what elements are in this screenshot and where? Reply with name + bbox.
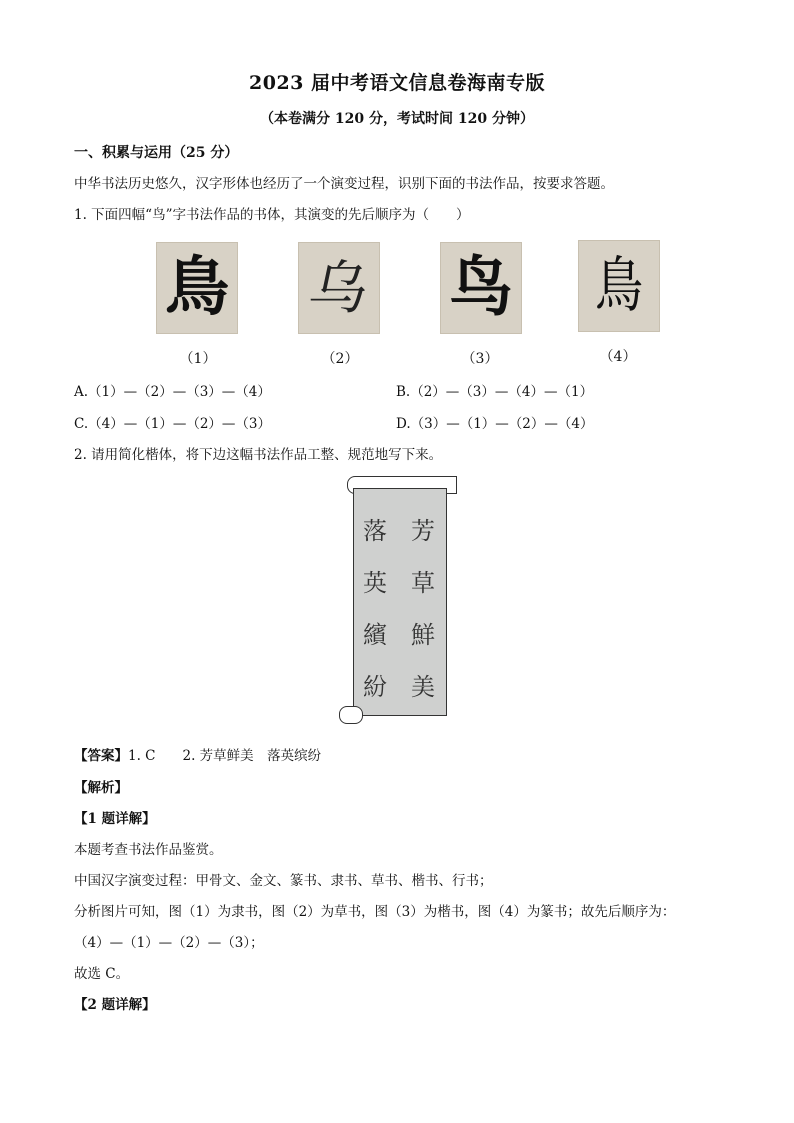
scroll-char: 英 — [363, 569, 387, 597]
calligraphy-image-4 — [578, 240, 660, 332]
scroll-char: 繽 — [363, 621, 387, 649]
page-subtitle: （本卷满分 120 分，考试时间 120 分钟） — [260, 111, 534, 127]
option-a: A.（1）—（2）—（3）—（4） — [74, 384, 271, 400]
analysis-paragraph: 故选 C。 — [74, 966, 130, 982]
calligraphy-image-2 — [298, 242, 380, 334]
q2-detail-heading: 【2 题详解】 — [74, 997, 156, 1013]
option-b: B.（2）—（3）—（4）—（1） — [396, 384, 594, 400]
image-caption-2: （2） — [321, 351, 359, 367]
answer-text: 1. C 2. 芳草鲜美 落英缤纷 — [128, 748, 322, 764]
image-caption-4: （4） — [599, 349, 637, 365]
scroll-roller-bottom — [339, 706, 363, 724]
calligraphy-glyph-4: 鳥 — [595, 251, 643, 321]
analysis-paragraph: 中国汉字演变过程：甲骨文、金文、篆书、隶书、草书、楷书、行书； — [74, 873, 493, 889]
analysis-paragraph: 分析图片可知，图（1）为隶书，图（2）为草书，图（3）为楷书，图（4）为篆书；故先后顺序为： — [74, 904, 676, 920]
section-intro: 中华书法历史悠久，汉字形体也经历了一个演变过程，识别下面的书法作品，按要求答题。 — [74, 176, 614, 192]
answer-label: 【答案】 — [74, 748, 128, 764]
scroll-left-column — [363, 519, 387, 727]
scroll-char: 草 — [411, 569, 435, 597]
section-heading: 一、积累与运用（25 分） — [74, 145, 239, 161]
option-c: C.（4）—（1）—（2）—（3） — [74, 416, 271, 432]
scroll-right-column — [411, 519, 435, 727]
page-title: 2023 届中考语文信息卷海南专版 — [249, 72, 545, 94]
q1-detail-heading: 【1 题详解】 — [74, 811, 156, 827]
calligraphy-image-1 — [156, 242, 238, 334]
option-d: D.（3）—（1）—（2）—（4） — [396, 416, 594, 432]
answer-line — [74, 744, 321, 764]
calligraphy-glyph-1: 鳥 — [165, 250, 229, 325]
analysis-label: 【解析】 — [74, 780, 128, 796]
analysis-paragraph: 本题考查书法作品鉴赏。 — [74, 842, 223, 858]
image-caption-1: （1） — [179, 351, 217, 367]
calligraphy-glyph-3: 鸟 — [449, 251, 513, 325]
calligraphy-glyph-2: 乌 — [302, 254, 376, 322]
scroll-char: 落 — [363, 517, 387, 545]
scroll-char: 紛 — [363, 673, 387, 701]
question-2-stem: 2. 请用简化楷体，将下边这幅书法作品工整、规范地写下来。 — [74, 447, 443, 463]
image-caption-3: （3） — [461, 351, 499, 367]
scroll-char: 美 — [411, 673, 435, 701]
calligraphy-image-3 — [440, 242, 522, 334]
scroll-char: 鮮 — [411, 621, 435, 649]
question-1-stem: 1. 下面四幅“鸟”字书法作品的书体，其演变的先后顺序为（ ） — [74, 207, 470, 223]
scroll-char: 芳 — [411, 517, 435, 545]
analysis-paragraph: （4）—（1）—（2）—（3）； — [74, 935, 264, 951]
calligraphy-scroll — [335, 474, 460, 726]
